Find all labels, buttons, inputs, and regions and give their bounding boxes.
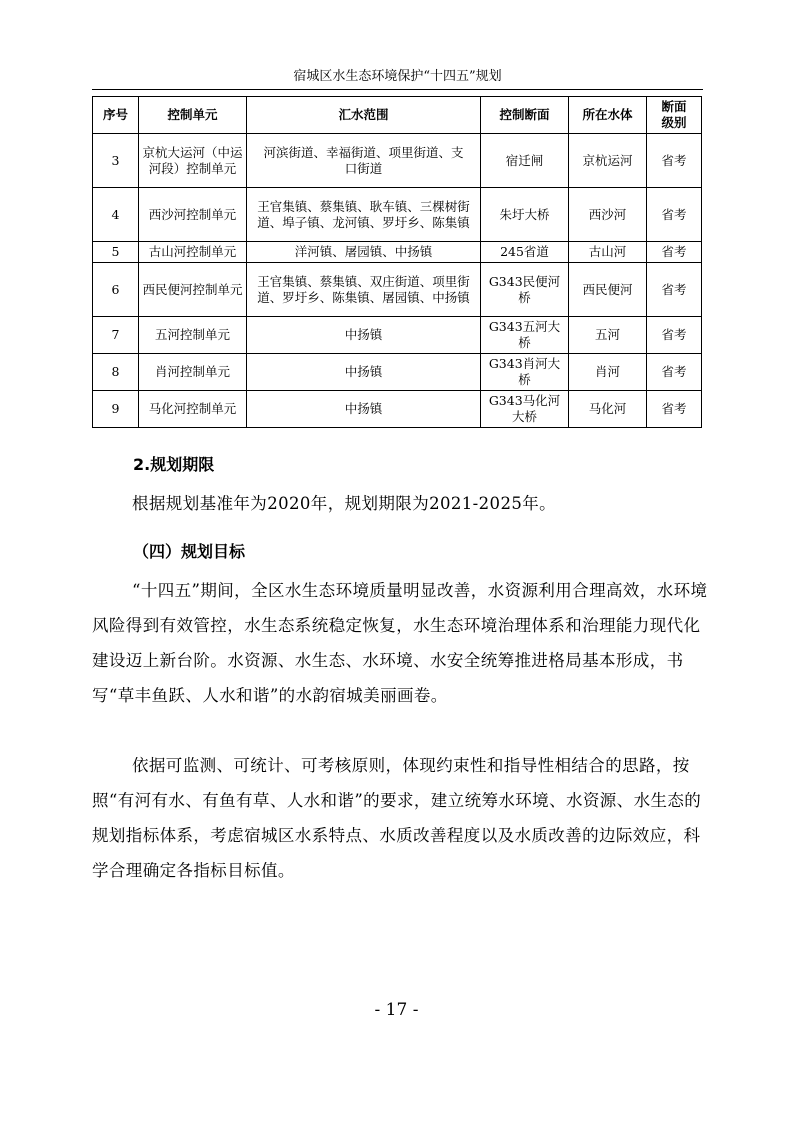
cell-level: 省考 bbox=[647, 242, 702, 263]
cell-level: 省考 bbox=[647, 354, 702, 391]
cell-water: 肖河 bbox=[569, 354, 647, 391]
section-heading-period: 2.规划期限 bbox=[133, 455, 215, 474]
table-row bbox=[93, 354, 702, 391]
col-header-section: 控制断面 bbox=[481, 97, 569, 134]
cell-scope: 中扬镇 bbox=[247, 391, 481, 428]
running-header: 宿城区水生态环境保护“十四五”规划 bbox=[293, 69, 502, 84]
cell-no: 5 bbox=[93, 242, 139, 263]
cell-unit: 古山河控制单元 bbox=[139, 242, 247, 263]
cell-unit: 五河控制单元 bbox=[139, 317, 247, 354]
cell-section: 宿迁闸 bbox=[481, 134, 569, 188]
paragraph-goals-2: 依据可监测、可统计、可考核原则，体现约束性和指导性相结合的思路，按照“有河有水、有鱼有草、人水和谐”的要求，建立统筹水环境、水资源、水生态的规划指标体系，考虑宿城区水系特点、水质改善程度以及水质改善的边际效应，科学合理确定各指标目标值。 bbox=[92, 756, 702, 880]
cell-unit: 西沙河控制单元 bbox=[139, 188, 247, 242]
cell-scope: 河滨街道、幸福街道、项里街道、支口街道 bbox=[247, 134, 481, 188]
cell-scope: 王官集镇、蔡集镇、双庄街道、项里街道、罗圩乡、陈集镇、屠园镇、中扬镇 bbox=[247, 263, 481, 317]
cell-scope: 洋河镇、屠园镇、中扬镇 bbox=[247, 242, 481, 263]
cell-water: 马化河 bbox=[569, 391, 647, 428]
page-number: - 17 - bbox=[374, 1000, 419, 1020]
cell-unit: 西民便河控制单元 bbox=[139, 263, 247, 317]
col-header-level: 断面级别 bbox=[647, 97, 702, 134]
col-header-scope: 汇水范围 bbox=[247, 97, 481, 134]
paragraph-period: 根据规划基准年为2020年，规划期限为2021-2025年。 bbox=[132, 494, 557, 513]
header-rule bbox=[92, 89, 703, 90]
table-row bbox=[93, 188, 702, 242]
cell-water: 五河 bbox=[569, 317, 647, 354]
cell-no: 3 bbox=[93, 134, 139, 188]
cell-water: 古山河 bbox=[569, 242, 647, 263]
section-heading-goals: （四）规划目标 bbox=[133, 542, 246, 561]
col-header-water: 所在水体 bbox=[569, 97, 647, 134]
control-unit-table bbox=[92, 96, 702, 428]
table-row bbox=[93, 134, 702, 188]
table-header-row bbox=[93, 97, 702, 134]
cell-no: 8 bbox=[93, 354, 139, 391]
cell-no: 6 bbox=[93, 263, 139, 317]
cell-section: G343肖河大桥 bbox=[481, 354, 569, 391]
cell-section: G343马化河大桥 bbox=[481, 391, 569, 428]
cell-scope: 中扬镇 bbox=[247, 354, 481, 391]
cell-level: 省考 bbox=[647, 263, 702, 317]
cell-water: 西民便河 bbox=[569, 263, 647, 317]
table-row bbox=[93, 242, 702, 263]
cell-unit: 马化河控制单元 bbox=[139, 391, 247, 428]
table-row bbox=[93, 317, 702, 354]
col-header-unit: 控制单元 bbox=[139, 97, 247, 134]
cell-section: 朱圩大桥 bbox=[481, 188, 569, 242]
cell-scope: 中扬镇 bbox=[247, 317, 481, 354]
table-row bbox=[93, 263, 702, 317]
cell-level: 省考 bbox=[647, 188, 702, 242]
cell-level: 省考 bbox=[647, 391, 702, 428]
cell-level: 省考 bbox=[647, 134, 702, 188]
cell-section: 245省道 bbox=[481, 242, 569, 263]
cell-no: 7 bbox=[93, 317, 139, 354]
cell-water: 京杭运河 bbox=[569, 134, 647, 188]
cell-no: 9 bbox=[93, 391, 139, 428]
cell-water: 西沙河 bbox=[569, 188, 647, 242]
cell-unit: 肖河控制单元 bbox=[139, 354, 247, 391]
cell-level: 省考 bbox=[647, 317, 702, 354]
table-row bbox=[93, 391, 702, 428]
paragraph-goals-1: “十四五”期间，全区水生态环境质量明显改善，水资源利用合理高效，水环境风险得到有效管控，水生态系统稳定恢复，水生态环境治理体系和治理能力现代化建设迈上新台阶。水资源、水生态、水环境、水安全统筹推进格局基本形成，书写“草丰鱼跃、人水和谐”的水韵宿城美丽画卷。 bbox=[92, 581, 708, 705]
cell-section: G343民便河桥 bbox=[481, 263, 569, 317]
cell-no: 4 bbox=[93, 188, 139, 242]
cell-unit: 京杭大运河（中运河段）控制单元 bbox=[139, 134, 247, 188]
cell-scope: 王官集镇、蔡集镇、耿车镇、三棵树街道、埠子镇、龙河镇、罗圩乡、陈集镇 bbox=[247, 188, 481, 242]
cell-section: G343五河大桥 bbox=[481, 317, 569, 354]
col-header-no: 序号 bbox=[93, 97, 139, 134]
